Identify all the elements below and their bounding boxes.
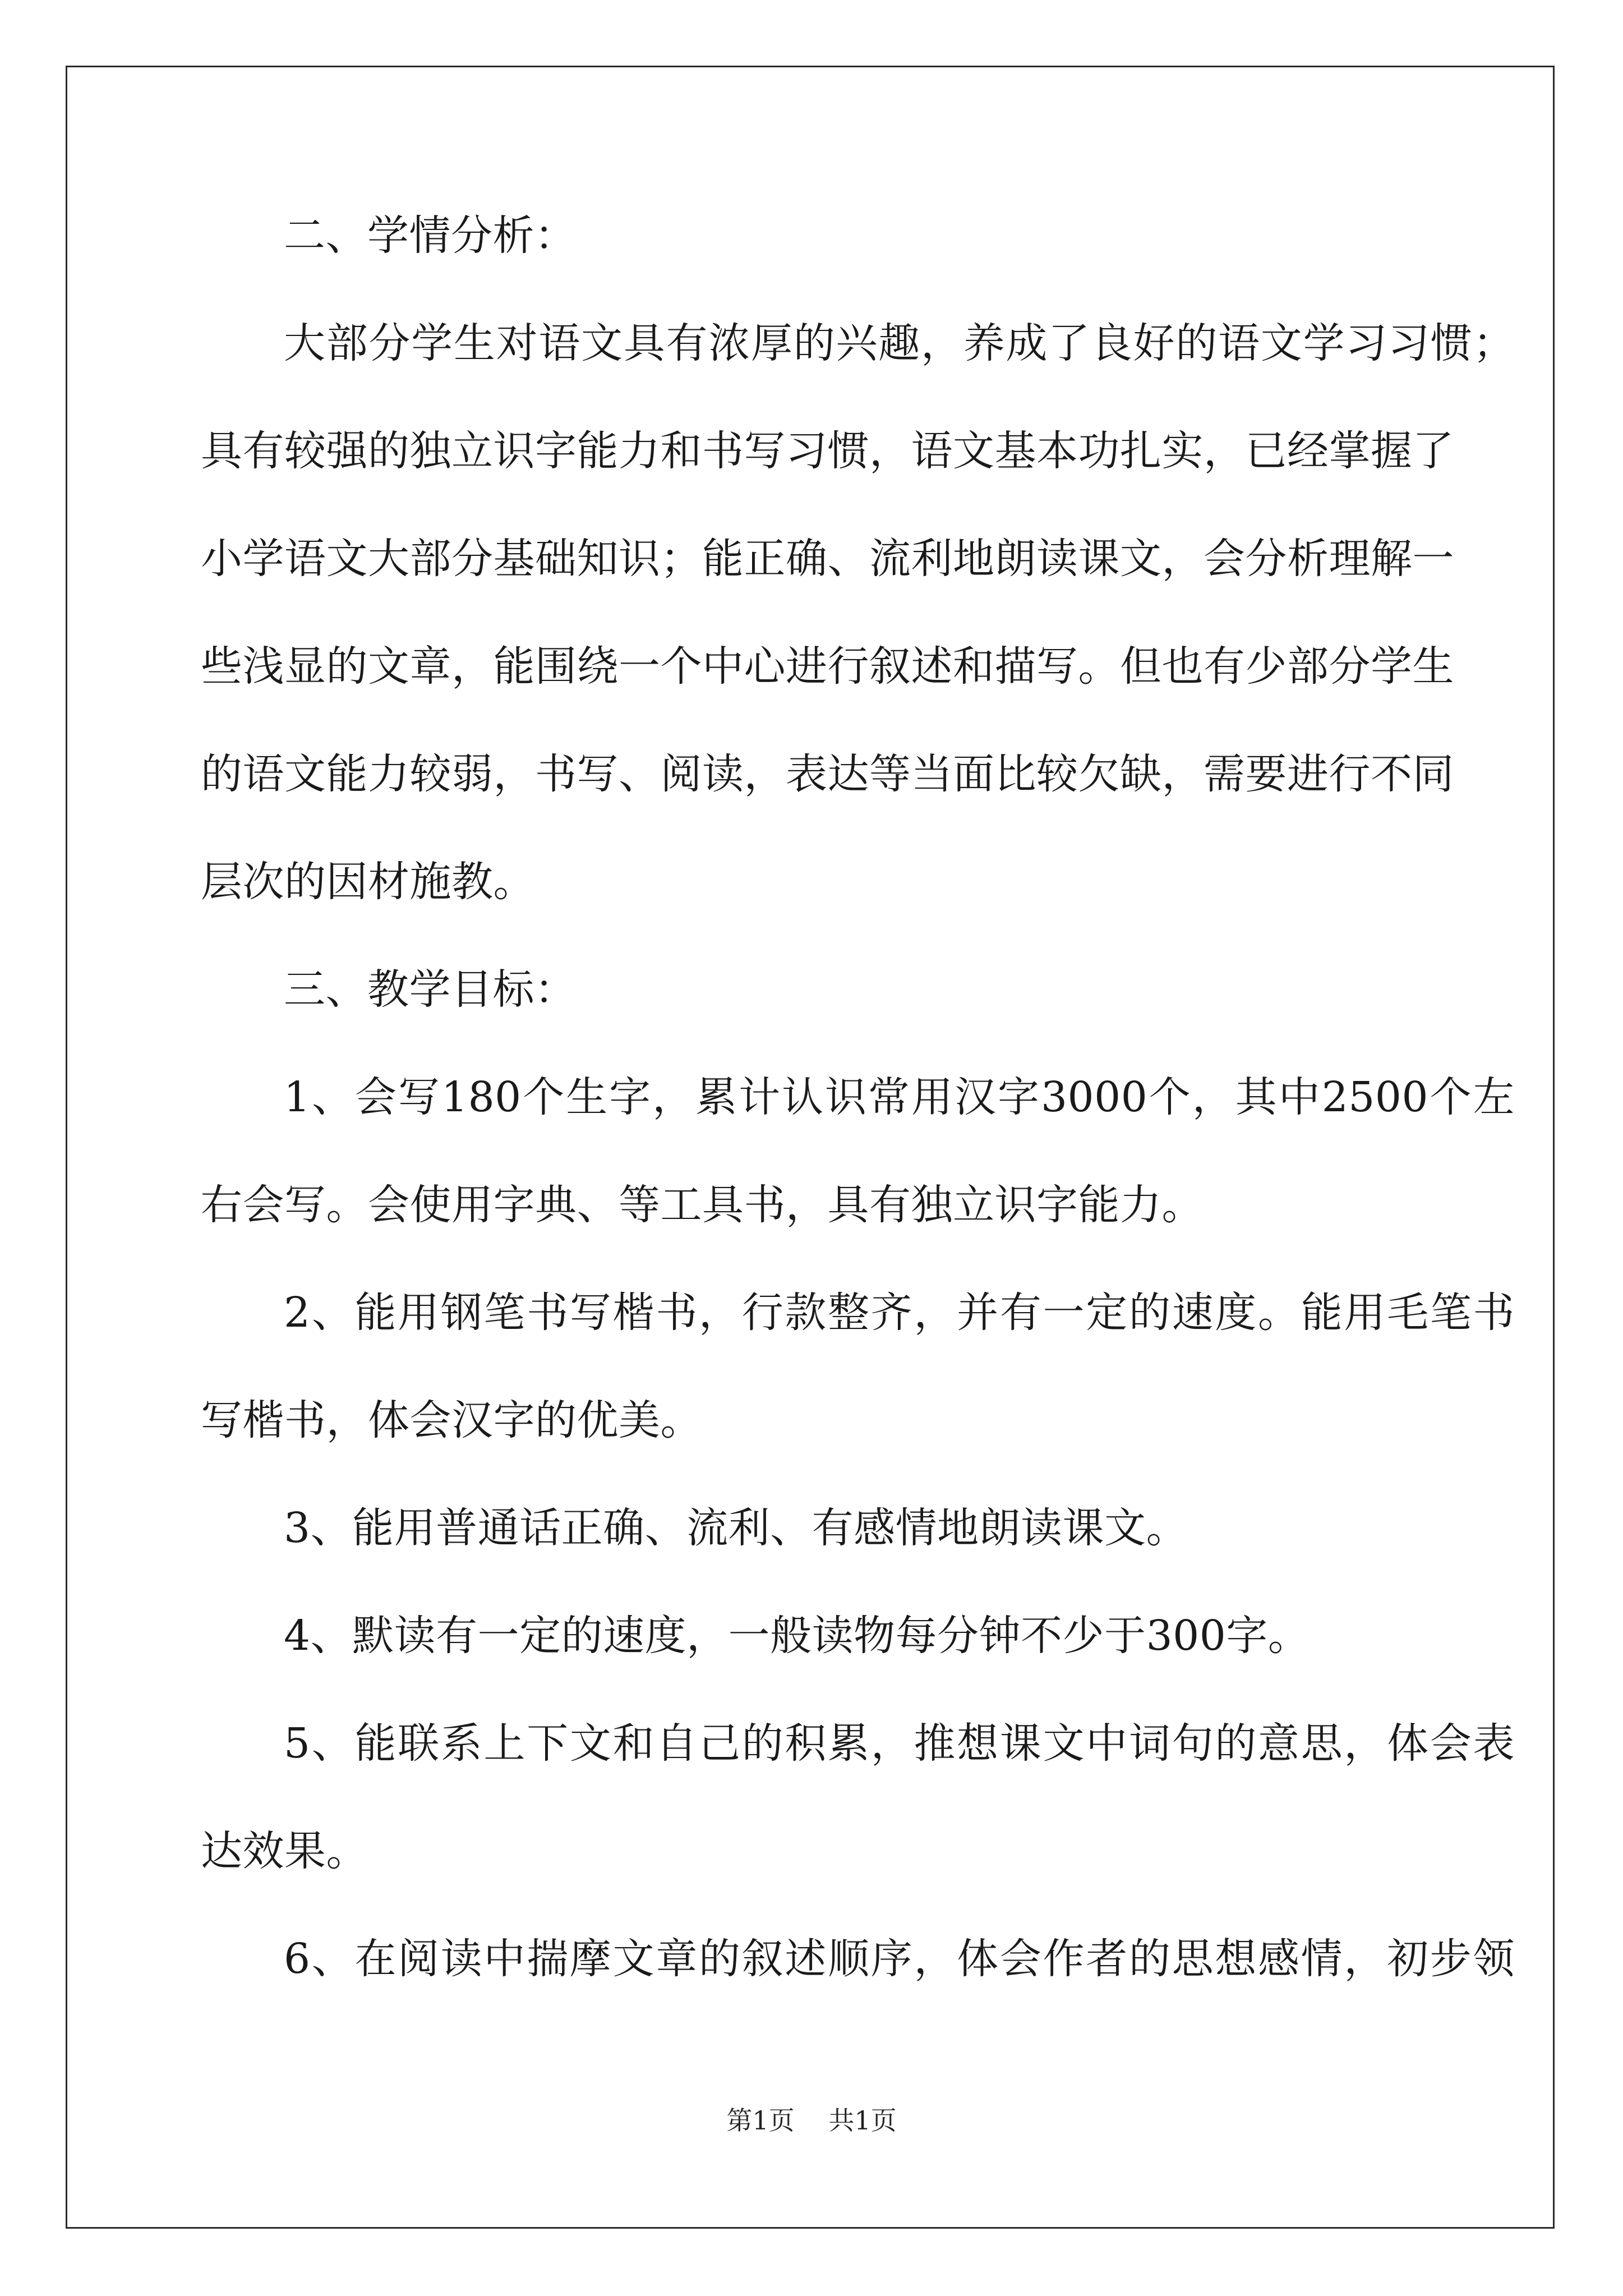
page-total: 共1页: [828, 2105, 897, 2136]
paragraph-line: 具有较强的独立识字能力和书写习惯，语文基本功扎实，已经掌握了: [201, 427, 1454, 475]
goal-item-line: 1、会写180个生字，累计认识常用汉字3000个，其中2500个左: [284, 1073, 1515, 1121]
paragraph-line: 小学语文大部分基础知识；能正确、流利地朗读课文，会分析理解一: [201, 535, 1454, 583]
goal-item-line: 6、在阅读中揣摩文章的叙述顺序，体会作者的思想感情，初步领: [284, 1935, 1515, 1983]
paragraph-line: 大部分学生对语文具有浓厚的兴趣，养成了良好的语文学习习惯；: [284, 319, 1515, 367]
paragraph-line: 层次的因材施教。: [201, 858, 535, 906]
paragraph-line: 的语文能力较弱，书写、阅读，表达等当面比较欠缺，需要进行不同: [201, 750, 1454, 798]
goal-item-line: 达效果。: [201, 1827, 368, 1875]
section-heading-teaching-goals: 三、教学目标：: [284, 965, 577, 1014]
page-number: 第1页: [726, 2105, 795, 2136]
section-heading-learning-analysis: 二、学情分析：: [284, 211, 577, 260]
page-frame: [66, 66, 1555, 2229]
goal-item-line: 右会写。会使用字典、等工具书，具有独立识字能力。: [201, 1181, 1204, 1229]
goal-item-line: 4、默读有一定的速度，一般读物每分钟不少于300字。: [284, 1612, 1310, 1660]
goal-item-line: 2、能用钢笔书写楷书，行款整齐，并有一定的速度。能用毛笔书: [284, 1289, 1515, 1337]
goal-item-line: 写楷书，体会汉字的优美。: [201, 1396, 702, 1444]
paragraph-line: 些浅显的文章，能围绕一个中心进行叙述和描写。但也有少部分学生: [201, 642, 1454, 691]
goal-item-line: 3、能用普通话正确、流利、有感情地朗读课文。: [284, 1504, 1188, 1552]
goal-item-line: 5、能联系上下文和自己的积累，推想课文中词句的意思，体会表: [284, 1719, 1515, 1768]
page-footer: [0, 2104, 1623, 2137]
